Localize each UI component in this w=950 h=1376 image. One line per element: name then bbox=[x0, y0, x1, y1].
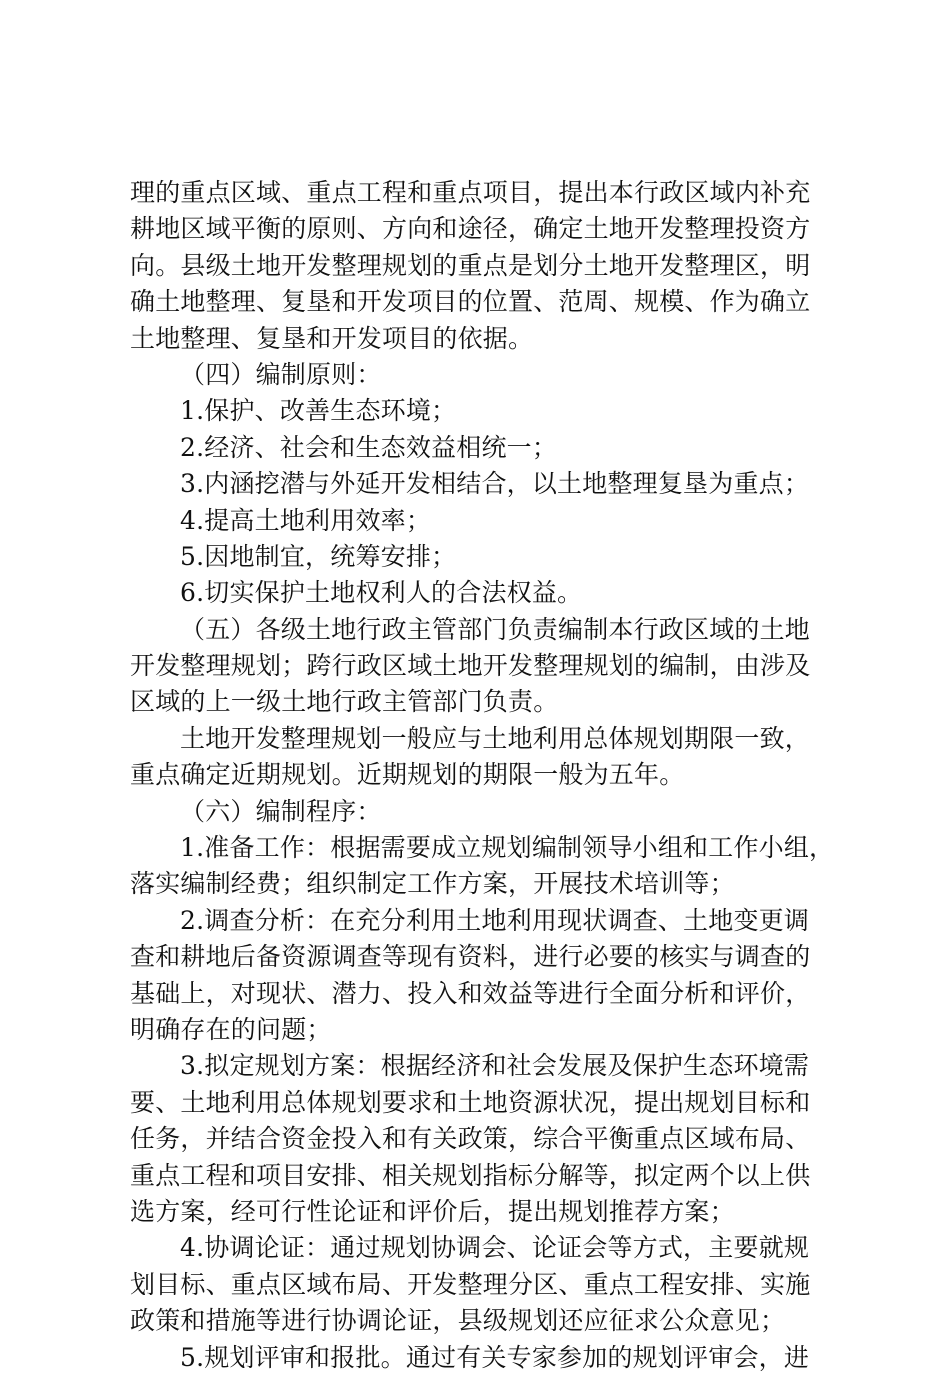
text-line: 重点工程和项目安排、相关规划指标分解等，拟定两个以上供 bbox=[130, 1160, 811, 1190]
text-line: 5.因地制宜，统筹安排； bbox=[180, 541, 457, 571]
text-line: 向。县级土地开发整理规划的重点是划分土地开发整理区，明 bbox=[130, 250, 811, 280]
text-line: 6.切实保护土地权利人的合法权益。 bbox=[180, 578, 583, 608]
text-line: 要、土地利用总体规划要求和土地资源状况，提出规划目标和 bbox=[130, 1087, 811, 1117]
text-line: 政策和措施等进行协调论证，县级规划还应征求公众意见； bbox=[130, 1306, 786, 1336]
text-line: 3.拟定规划方案：根据经济和社会发展及保护生态环境需 bbox=[180, 1051, 810, 1081]
text-line: 明确存在的问题； bbox=[130, 1014, 332, 1044]
text-line: 查和耕地后备资源调查等现有资料，进行必要的核实与调查的 bbox=[130, 942, 811, 972]
text-line: 1.保护、改善生态环境； bbox=[180, 396, 457, 426]
text-line: （四）编制原则： bbox=[180, 359, 382, 389]
text-line: 土地开发整理规划一般应与土地利用总体规划期限一致， bbox=[180, 723, 811, 753]
text-line: 基础上，对现状、潜力、投入和效益等进行全面分析和评价， bbox=[130, 978, 811, 1008]
text-line: 5.规划评审和报批。通过有关专家参加的规划评审会，进 bbox=[180, 1342, 810, 1372]
text-line: 4.提高土地利用效率； bbox=[180, 505, 432, 535]
text-line: 2.调查分析：在充分利用土地利用现状调查、土地变更调 bbox=[180, 905, 810, 935]
text-line: 3.内涵挖潜与外延开发相结合，以土地整理复垦为重点； bbox=[180, 469, 810, 499]
text-line: 任务，并结合资金投入和有关政策，综合平衡重点区域布局、 bbox=[130, 1124, 811, 1154]
text-line: 耕地区域平衡的原则、方向和途径，确定土地开发整理投资方 bbox=[130, 214, 811, 244]
text-line: 划目标、重点区域布局、开发整理分区、重点工程安排、实施 bbox=[130, 1269, 811, 1299]
text-line: 2.经济、社会和生态效益相统一； bbox=[180, 432, 558, 462]
text-line: 4.协调论证：通过规划协调会、论证会等方式，主要就规 bbox=[180, 1233, 810, 1263]
text-line: （六）编制程序： bbox=[180, 796, 382, 826]
text-line: 重点确定近期规划。近期规划的期限一般为五年。 bbox=[130, 760, 685, 790]
text-line: 土地整理、复垦和开发项目的依据。 bbox=[130, 323, 534, 353]
text-line: 1.准备工作：根据需要成立规划编制领导小组和工作小组， bbox=[180, 833, 835, 863]
text-line: 确土地整理、复垦和开发项目的位置、范周、规模、作为确立 bbox=[130, 287, 811, 317]
text-line: 理的重点区域、重点工程和重点项目，提出本行政区域内补充 bbox=[130, 178, 811, 207]
text-line: （五）各级土地行政主管部门负责编制本行政区域的土地 bbox=[180, 614, 811, 644]
document-body bbox=[130, 175, 835, 1376]
text-line: 开发整理规划；跨行政区域土地开发整理规划的编制，由涉及 bbox=[130, 651, 811, 681]
text-line: 选方案，经可行性论证和评价后，提出规划推荐方案； bbox=[130, 1196, 735, 1226]
text-line: 区域的上一级土地行政主管部门负责。 bbox=[130, 687, 559, 717]
text-line: 落实编制经费；组织制定工作方案，开展技术培训等； bbox=[130, 869, 735, 899]
